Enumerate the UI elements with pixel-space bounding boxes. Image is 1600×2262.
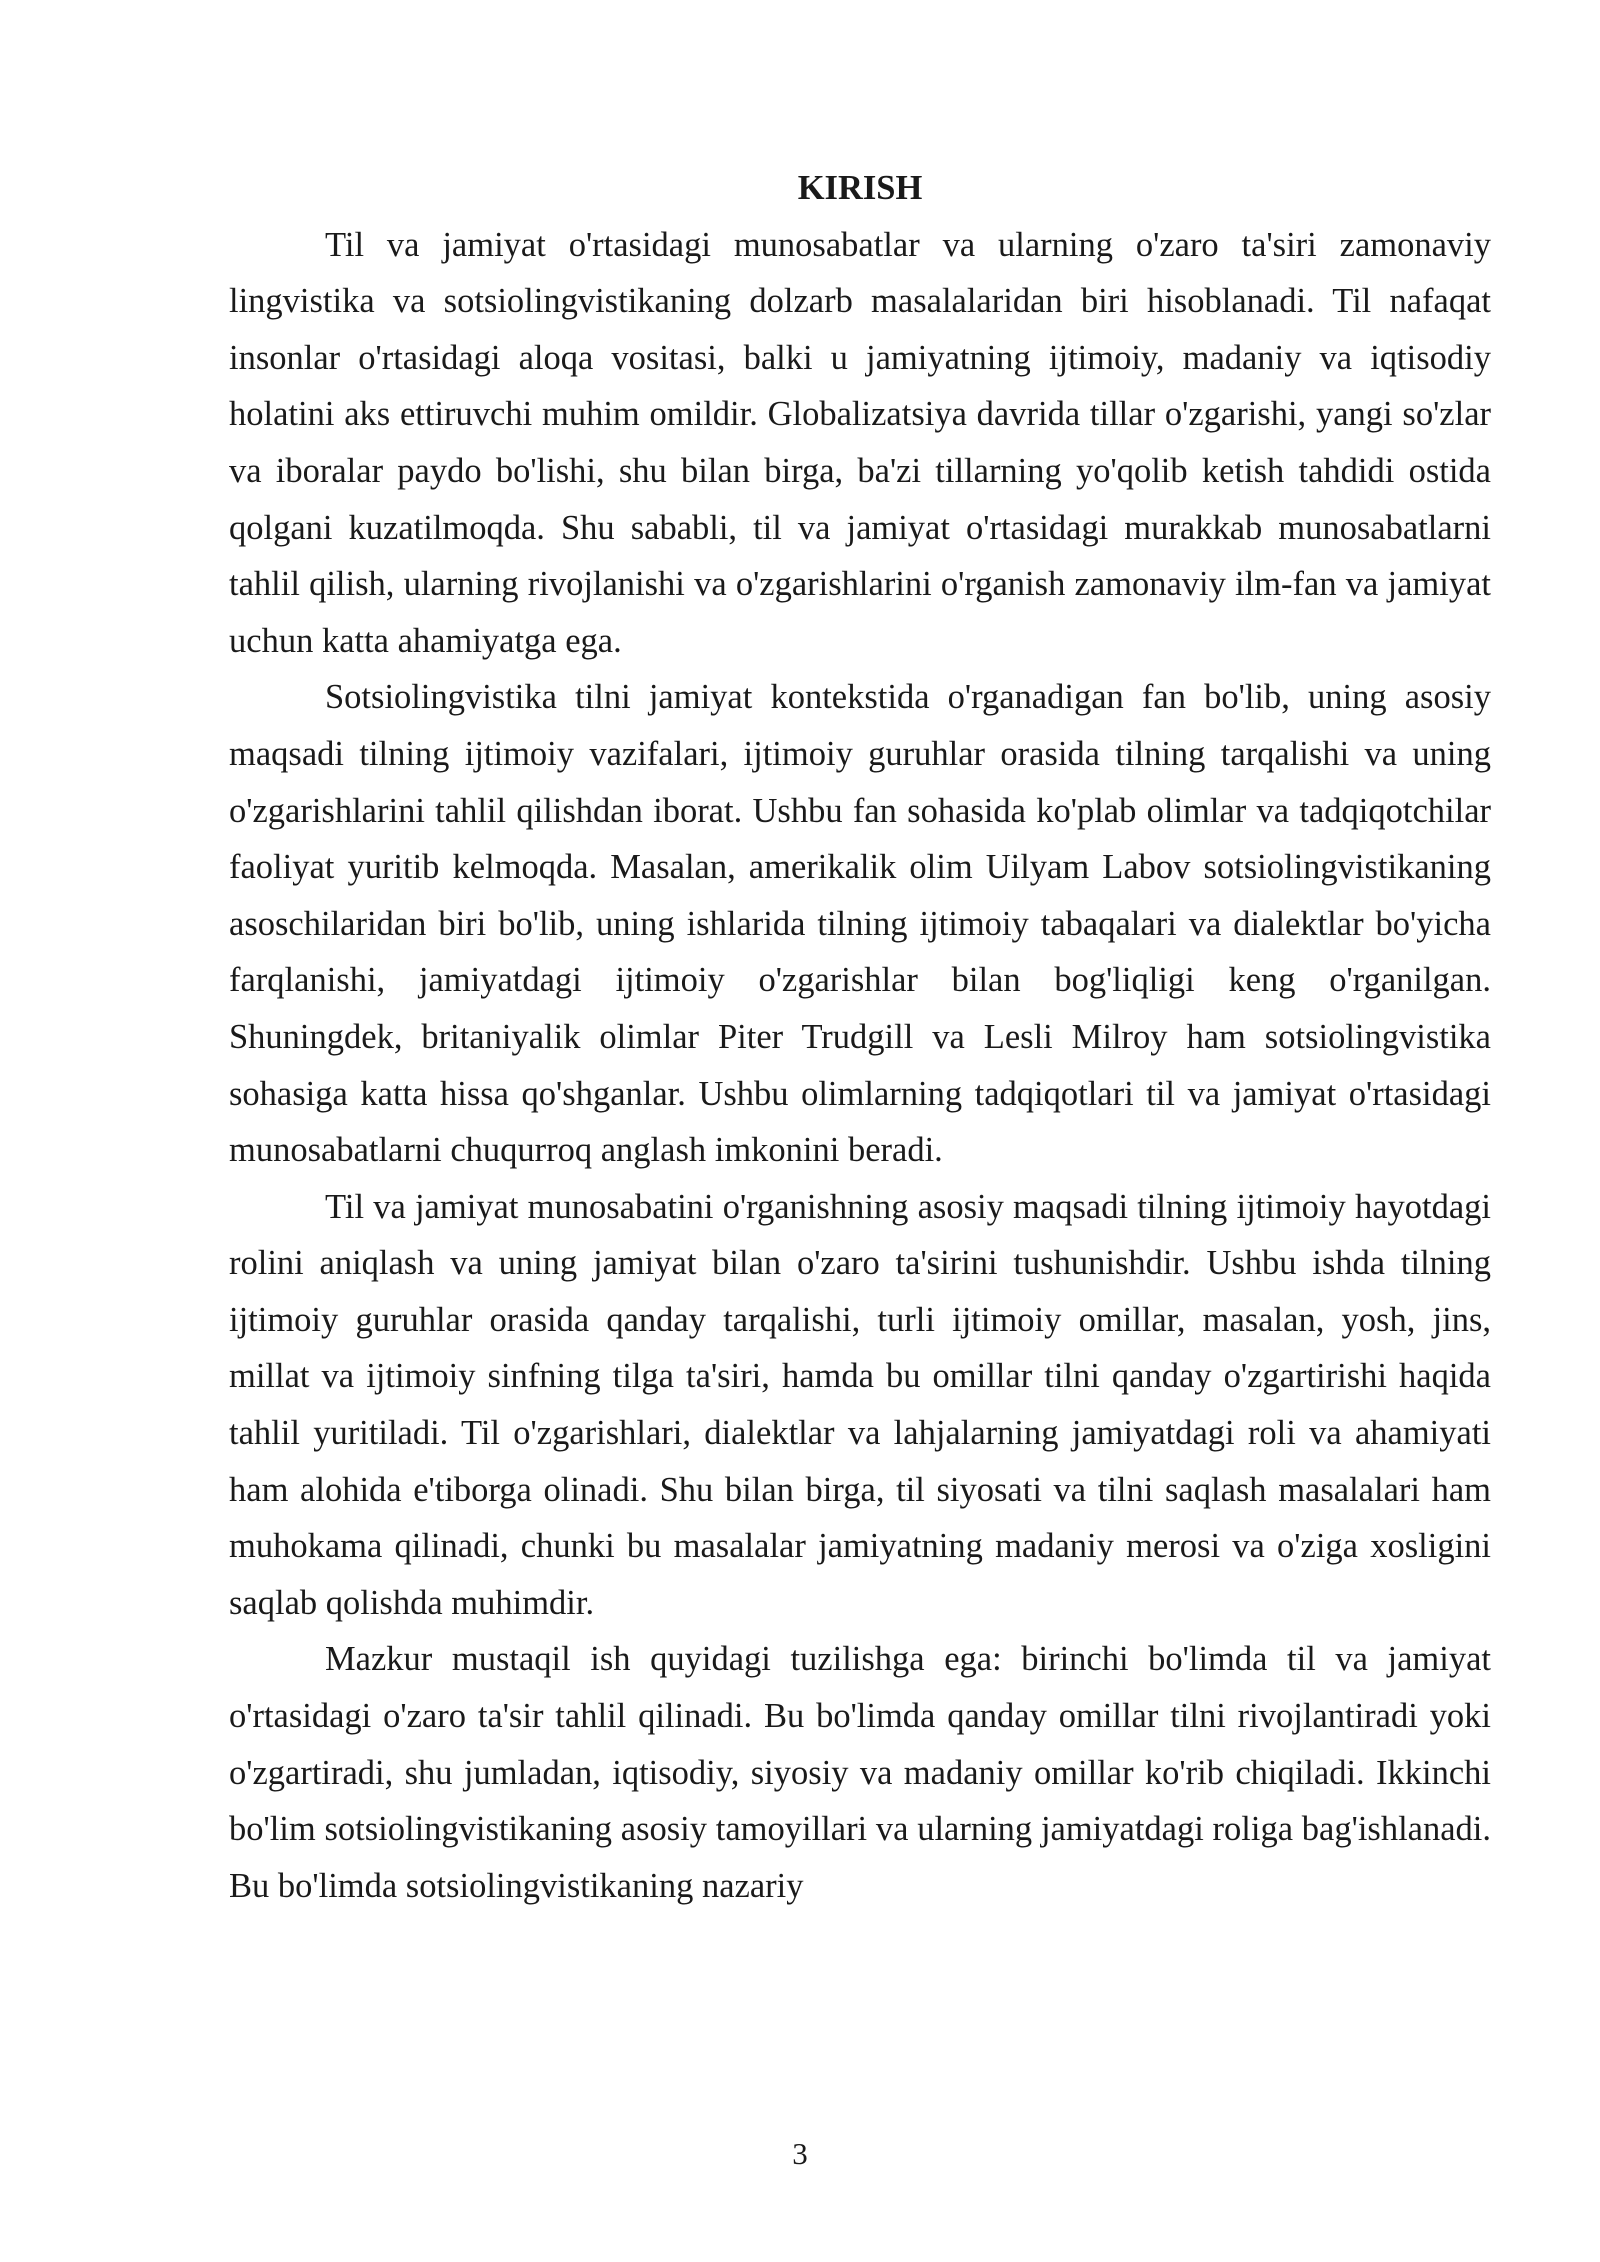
page-number: 3 <box>792 2136 808 2171</box>
paragraph-3: Til va jamiyat munosabatini o'rganishning asosiy maqsadi tilning ijtimoiy hayotdagi rolini aniqlash va uning jamiyat bilan o'zaro ta'sirini tushunishdir. Ushbu ishda tilning ijtimoiy guruhlar orasida qanday tarqalishi, turli ijtimoiy omillar, masalan, yosh, jins, millat va ijtimoiy sinfning tilga ta'siri, hamda bu omillar tilni qanday o'zgartirishi haqida tahlil yuritiladi. Til o'zgarishlari, dialektlar va lahjalarning jamiyatdagi roli va ahamiyati ham alohida e'tiborga olinadi. Shu bilan birga, til siyosati va tilni saqlash masalalari ham muhokama qilinadi, chunki bu masalalar jamiyatning madaniy merosi va o'ziga xosligini saqlab qolishda muhimdir. <box>229 1187 1491 1622</box>
document-page <box>229 160 1491 1914</box>
paragraph-2: Sotsiolingvistika tilni jamiyat kontekstida o'rganadigan fan bo'lib, uning asosiy maqsadi tilning ijtimoiy vazifalari, ijtimoiy guruhlar orasida tilning tarqalishi va uning o'zgarishlarini tahlil qilishdan iborat. Ushbu fan sohasida ko'plab olimlar va tadqiqotchilar faoliyat yuritib kelmoqda. Masalan, amerikalik olim Uilyam Labov sotsiolingvistikaning asoschilaridan biri bo'lib, uning ishlarida tilning ijtimoiy tabaqalari va dialektlar bo'yicha farqlanishi, jamiyatdagi ijtimoiy o'zgarishlar bilan bog'liqligi keng o'rganilgan. Shuningdek, britaniyalik olimlar Piter Trudgill va Lesli Milroy ham sotsiolingvistika sohasiga katta hissa qo'shganlar. Ushbu olimlarning tadqiqotlari til va jamiyat o'rtasidagi munosabatlarni chuqurroq anglash imkonini beradi. <box>229 678 1491 1170</box>
paragraph-1: Til va jamiyat o'rtasidagi munosabatlar va ularning o'zaro ta'siri zamonaviy lingvistika va sotsiolingvistikaning dolzarb masalalaridan biri hisoblanadi. Til nafaqat insonlar o'rtasidagi aloqa vositasi, balki u jamiyatning ijtimoiy, madaniy va iqtisodiy holatini aks ettiruvchi muhim omildir. Globalizatsiya davrida tillar o'zgarishi, yangi so'zlar va iboralar paydo bo'lishi, shu bilan birga, ba'zi tillarning yo'qolib ketish tahdidi ostida qolgani kuzatilmoqda. Shu sababli, til va jamiyat o'rtasidagi murakkab munosabatlarni tahlil qilish, ularning rivojlanishi va o'zgarishlarini o'rganish zamonaviy ilm-fan va jamiyat uchun katta ahamiyatga ega. <box>229 225 1491 660</box>
paragraph-4: Mazkur mustaqil ish quyidagi tuzilishga ega: birinchi bo'limda til va jamiyat o'rtasidagi o'zaro ta'sir tahlil qilinadi. Bu bo'limda qanday omillar tilni rivojlantiradi yoki o'zgartiradi, shu jumladan, iqtisodiy, siyosiy va madaniy omillar ko'rib chiqiladi. Ikkinchi bo'lim sotsiolingvistikaning asosiy tamoyillari va ularning jamiyatdagi roliga bag'ishlanadi. Bu bo'limda sotsiolingvistikaning nazariy <box>229 1640 1491 1905</box>
section-title: KIRISH <box>797 169 923 207</box>
